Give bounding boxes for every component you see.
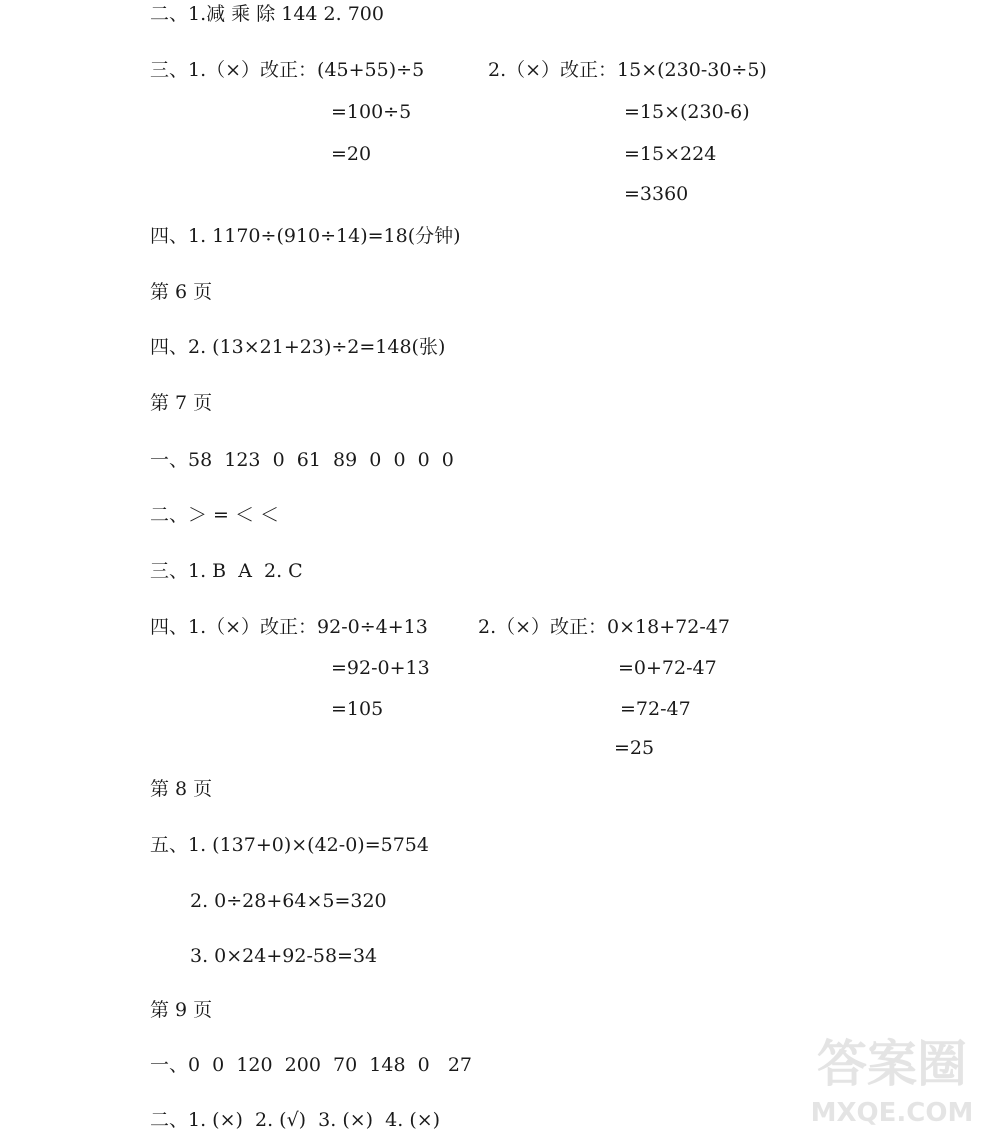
answer-line: =0+72-47 [618, 657, 717, 679]
answer-line: 一、0 0 120 200 70 148 0 27 [150, 1054, 473, 1076]
page-heading: 第 8 页 [150, 778, 213, 800]
answer-line: =72-47 [620, 698, 691, 720]
answer-line: 2. 0÷28+64×5=320 [190, 890, 387, 912]
answer-line: 2.（×）改正：15×(230-30÷5) [488, 59, 767, 81]
answer-line: =105 [331, 698, 384, 720]
answer-line: =15×(230-6) [624, 101, 750, 123]
watermark-site: MXQE.COM [810, 1098, 974, 1128]
answer-line: 三、1.（×）改正：(45+55)÷5 [150, 59, 425, 81]
answer-line: 四、2. (13×21+23)÷2=148(张) [150, 336, 446, 358]
answer-line: 五、1. (137+0)×(42-0)=5754 [150, 834, 429, 856]
answer-line: =92-0+13 [331, 657, 430, 679]
answer-line: =20 [331, 143, 372, 165]
answer-line: 2.（×）改正：0×18+72-47 [478, 616, 730, 638]
answer-line: 一、58 123 0 61 89 0 0 0 0 [150, 449, 454, 471]
answer-line: 二、1. (×) 2. (√) 3. (×) 4. (×) [150, 1109, 441, 1131]
answer-line: =25 [614, 737, 655, 759]
answer-line: =3360 [624, 183, 689, 205]
watermark-logo [802, 1011, 982, 1131]
page-heading: 第 9 页 [150, 999, 213, 1021]
page-heading: 第 7 页 [150, 392, 213, 414]
page-heading: 第 6 页 [150, 281, 213, 303]
answer-line: 二、＞ = ＜ ＜ [150, 504, 280, 526]
answer-line: 3. 0×24+92-58=34 [190, 945, 378, 967]
watermark-chars: 答案圈 [817, 1035, 967, 1093]
answer-line: =15×224 [624, 143, 717, 165]
answer-line: 三、1. B A 2. C [150, 560, 303, 582]
answer-line: =100÷5 [331, 101, 412, 123]
answer-line: 二、1.减 乘 除 144 2. 700 [150, 3, 384, 25]
answer-line: 四、1. 1170÷(910÷14)=18(分钟) [150, 225, 461, 247]
answer-line: 四、1.（×）改正：92-0÷4+13 [150, 616, 428, 638]
